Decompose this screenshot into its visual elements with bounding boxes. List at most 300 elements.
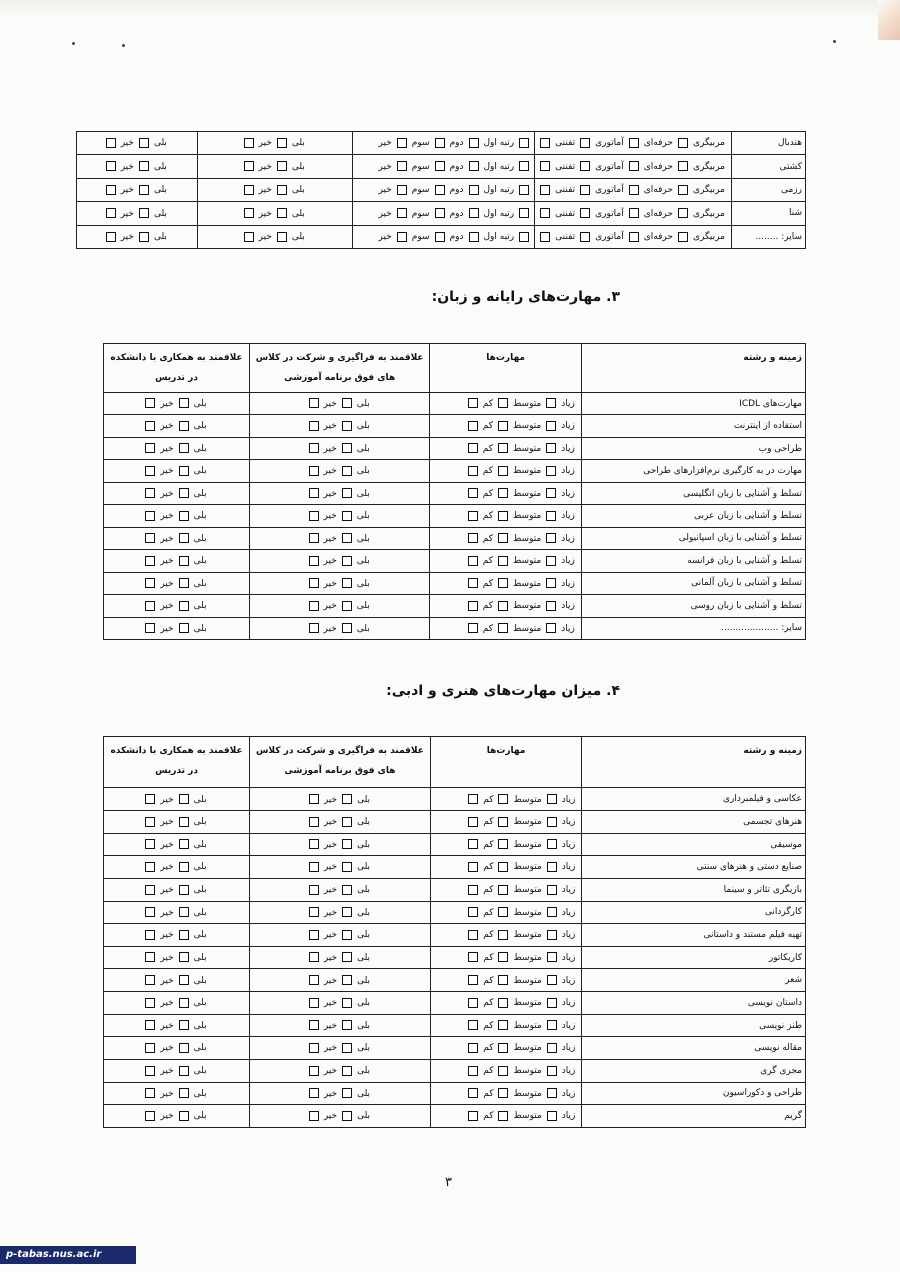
checkbox-icon[interactable]	[468, 1020, 478, 1030]
checkbox-icon[interactable]	[342, 839, 352, 849]
skill-name: استفاده از اینترنت	[581, 415, 805, 437]
checkbox-icon[interactable]	[342, 623, 352, 633]
option-label: رتبه اول	[483, 138, 515, 149]
checkbox-icon[interactable]	[468, 998, 478, 1008]
checkbox-icon[interactable]	[309, 839, 319, 849]
checkbox-icon[interactable]	[179, 443, 189, 453]
checkbox-icon[interactable]	[309, 930, 319, 940]
checkbox-icon[interactable]	[469, 138, 479, 148]
option-label: بلی	[356, 533, 370, 544]
checkbox-icon[interactable]	[498, 794, 508, 804]
checkbox-icon[interactable]	[469, 161, 479, 171]
option-label: بلی	[357, 998, 371, 1009]
teach-interest-cell	[104, 856, 250, 879]
checkbox-icon[interactable]	[309, 421, 319, 431]
checkbox-icon[interactable]	[309, 862, 319, 872]
checkbox-icon[interactable]	[342, 443, 352, 453]
checkbox-icon[interactable]	[145, 930, 155, 940]
checkbox-icon[interactable]	[468, 839, 478, 849]
option-label: زیاد	[561, 488, 575, 499]
option-label: مربیگری	[692, 208, 725, 219]
checkbox-icon[interactable]	[342, 1111, 352, 1121]
checkbox-icon[interactable]	[179, 1066, 189, 1076]
checkbox-icon[interactable]	[309, 1043, 319, 1053]
checkbox-icon[interactable]	[145, 443, 155, 453]
checkbox-icon[interactable]	[309, 885, 319, 895]
learn-interest-cell	[250, 901, 431, 924]
checkbox-icon[interactable]	[342, 930, 352, 940]
checkbox-icon[interactable]	[179, 511, 189, 521]
checkbox-icon[interactable]	[469, 232, 479, 242]
option-label: بلی	[153, 185, 167, 196]
option-label: خیر	[160, 623, 174, 634]
option-label: تفننی	[555, 185, 576, 196]
checkbox-icon[interactable]	[498, 533, 508, 543]
checkbox-icon[interactable]	[145, 533, 155, 543]
checkbox-icon[interactable]	[145, 488, 155, 498]
checkbox-icon[interactable]	[106, 185, 116, 195]
checkbox-icon[interactable]	[468, 952, 478, 962]
checkbox-icon[interactable]	[179, 1020, 189, 1030]
checkbox-icon[interactable]	[547, 998, 557, 1008]
checkbox-icon[interactable]	[546, 398, 556, 408]
checkbox-icon[interactable]	[546, 533, 556, 543]
checkbox-icon[interactable]	[678, 138, 688, 148]
checkbox-icon[interactable]	[139, 232, 149, 242]
level-cell	[535, 155, 732, 178]
option-label: خیر	[378, 161, 392, 172]
checkbox-icon[interactable]	[145, 998, 155, 1008]
checkbox-icon[interactable]	[342, 556, 352, 566]
checkbox-icon[interactable]	[106, 232, 116, 242]
checkbox-icon[interactable]	[468, 601, 478, 611]
checkbox-icon[interactable]	[547, 817, 557, 827]
checkbox-icon[interactable]	[145, 578, 155, 588]
checkbox-icon[interactable]	[468, 1066, 478, 1076]
checkbox-icon[interactable]	[468, 862, 478, 872]
checkbox-icon[interactable]	[580, 185, 590, 195]
checkbox-icon[interactable]	[145, 1066, 155, 1076]
checkbox-icon[interactable]	[179, 578, 189, 588]
option-label: کم	[483, 885, 494, 895]
checkbox-icon[interactable]	[498, 556, 508, 566]
checkbox-icon[interactable]	[498, 466, 508, 476]
option-label: زیاد	[561, 533, 575, 544]
checkbox-icon[interactable]	[145, 1088, 155, 1098]
checkbox-icon[interactable]	[498, 398, 508, 408]
checkbox-icon[interactable]	[309, 533, 319, 543]
checkbox-icon[interactable]	[309, 1111, 319, 1121]
checkbox-icon[interactable]	[179, 1088, 189, 1098]
option-label: خیر	[323, 998, 338, 1009]
checkbox-icon[interactable]	[468, 533, 478, 543]
checkbox-icon[interactable]	[519, 138, 529, 148]
checkbox-icon[interactable]	[145, 556, 155, 566]
checkbox-icon[interactable]	[498, 952, 508, 962]
checkbox-icon[interactable]	[547, 907, 557, 917]
checkbox-icon[interactable]	[498, 1043, 508, 1053]
checkbox-icon[interactable]	[342, 1066, 352, 1076]
checkbox-icon[interactable]	[469, 185, 479, 195]
checkbox-icon[interactable]	[540, 232, 550, 242]
teach-interest-cell	[104, 992, 250, 1015]
checkbox-icon[interactable]	[540, 208, 550, 218]
checkbox-icon[interactable]	[179, 533, 189, 543]
checkbox-icon[interactable]	[309, 952, 319, 962]
checkbox-icon[interactable]	[498, 601, 508, 611]
checkbox-icon[interactable]	[139, 208, 149, 218]
checkbox-icon[interactable]	[145, 623, 155, 633]
checkbox-icon[interactable]	[179, 862, 189, 872]
checkbox-icon[interactable]	[435, 161, 445, 171]
checkbox-icon[interactable]	[397, 208, 407, 218]
checkbox-icon[interactable]	[547, 862, 557, 872]
option-label: زیاد	[561, 1043, 576, 1054]
checkbox-icon[interactable]	[547, 1088, 557, 1098]
skill-name: کاریکاتور	[582, 946, 806, 969]
checkbox-icon[interactable]	[468, 421, 478, 431]
checkbox-icon[interactable]	[498, 907, 508, 917]
checkbox-icon[interactable]	[309, 443, 319, 453]
checkbox-icon[interactable]	[342, 952, 352, 962]
checkbox-icon[interactable]	[145, 1020, 155, 1030]
checkbox-icon[interactable]	[540, 185, 550, 195]
checkbox-icon[interactable]	[139, 138, 149, 148]
checkbox-icon[interactable]	[342, 601, 352, 611]
option-label: خیر	[323, 1066, 338, 1076]
option-label: بلی	[193, 794, 207, 805]
checkbox-icon[interactable]	[342, 466, 352, 476]
interest-cell	[197, 202, 352, 225]
checkbox-icon[interactable]	[277, 208, 287, 218]
checkbox-icon[interactable]	[498, 421, 508, 431]
skill-name: تسلط و آشنایی با زبان فرانسه	[581, 550, 805, 572]
option-label: مربیگری	[692, 161, 725, 172]
checkbox-icon[interactable]	[145, 511, 155, 521]
option-label: خیر	[160, 862, 174, 873]
checkbox-icon[interactable]	[277, 161, 287, 171]
checkbox-icon[interactable]	[309, 1088, 319, 1098]
checkbox-icon[interactable]	[519, 208, 529, 218]
checkbox-icon[interactable]	[546, 511, 556, 521]
interest-cell	[197, 132, 352, 155]
checkbox-icon[interactable]	[547, 975, 557, 985]
skill-row	[104, 811, 806, 834]
checkbox-icon[interactable]	[106, 161, 116, 171]
checkbox-icon[interactable]	[498, 817, 508, 827]
checkbox-icon[interactable]	[309, 511, 319, 521]
checkbox-icon[interactable]	[179, 907, 189, 917]
skill-name: شعر	[582, 969, 806, 992]
sport-row	[77, 132, 806, 155]
checkbox-icon[interactable]	[179, 794, 189, 804]
checkbox-icon[interactable]	[468, 443, 478, 453]
checkbox-icon[interactable]	[106, 138, 116, 148]
checkbox-icon[interactable]	[277, 185, 287, 195]
checkbox-icon[interactable]	[468, 885, 478, 895]
checkbox-icon[interactable]	[468, 907, 478, 917]
checkbox-icon[interactable]	[309, 1066, 319, 1076]
checkbox-icon[interactable]	[145, 975, 155, 985]
checkbox-icon[interactable]	[179, 556, 189, 566]
option-label: تفننی	[555, 138, 576, 149]
option-label: خیر	[160, 907, 174, 918]
checkbox-icon[interactable]	[179, 817, 189, 827]
checkbox-icon[interactable]	[546, 443, 556, 453]
option-label: بلی	[193, 1043, 207, 1054]
checkbox-icon[interactable]	[498, 443, 508, 453]
checkbox-icon[interactable]	[244, 138, 254, 148]
checkbox-icon[interactable]	[244, 185, 254, 195]
checkbox-icon[interactable]	[547, 1111, 557, 1121]
checkbox-icon[interactable]	[546, 488, 556, 498]
option-label: بلی	[357, 952, 371, 963]
checkbox-icon[interactable]	[309, 488, 319, 498]
rank-cell	[352, 155, 534, 178]
option-label: خیر	[160, 1043, 174, 1054]
checkbox-icon[interactable]	[468, 930, 478, 940]
checkbox-icon[interactable]	[309, 601, 319, 611]
checkbox-icon[interactable]	[629, 138, 639, 148]
checkbox-icon[interactable]	[145, 466, 155, 476]
skill-row	[104, 1105, 806, 1128]
checkbox-icon[interactable]	[629, 185, 639, 195]
checkbox-icon[interactable]	[498, 998, 508, 1008]
checkbox-icon[interactable]	[342, 862, 352, 872]
checkbox-icon[interactable]	[546, 421, 556, 431]
checkbox-icon[interactable]	[547, 885, 557, 895]
learn-interest-cell	[249, 392, 429, 414]
checkbox-icon[interactable]	[342, 511, 352, 521]
checkbox-icon[interactable]	[498, 885, 508, 895]
checkbox-icon[interactable]	[179, 839, 189, 849]
option-label: زیاد	[561, 466, 575, 477]
checkbox-icon[interactable]	[342, 533, 352, 543]
checkbox-icon[interactable]	[309, 975, 319, 985]
checkbox-icon[interactable]	[468, 488, 478, 498]
checkbox-icon[interactable]	[547, 930, 557, 940]
checkbox-icon[interactable]	[145, 885, 155, 895]
checkbox-icon[interactable]	[342, 817, 352, 827]
checkbox-icon[interactable]	[179, 885, 189, 895]
checkbox-icon[interactable]	[498, 1088, 508, 1098]
checkbox-icon[interactable]	[397, 161, 407, 171]
checkbox-icon[interactable]	[469, 208, 479, 218]
option-label: کم	[482, 533, 493, 544]
checkbox-icon[interactable]	[468, 1043, 478, 1053]
checkbox-icon[interactable]	[397, 232, 407, 242]
checkbox-icon[interactable]	[498, 623, 508, 633]
learn-interest-cell	[249, 505, 429, 527]
checkbox-icon[interactable]	[547, 839, 557, 849]
checkbox-icon[interactable]	[309, 556, 319, 566]
checkbox-icon[interactable]	[678, 185, 688, 195]
checkbox-icon[interactable]	[342, 578, 352, 588]
checkbox-icon[interactable]	[309, 466, 319, 476]
checkbox-icon[interactable]	[145, 817, 155, 827]
option-label: متوسط	[512, 601, 542, 612]
checkbox-icon[interactable]	[397, 185, 407, 195]
checkbox-icon[interactable]	[277, 232, 287, 242]
checkbox-icon[interactable]	[342, 975, 352, 985]
checkbox-icon[interactable]	[145, 421, 155, 431]
checkbox-icon[interactable]	[277, 138, 287, 148]
checkbox-icon[interactable]	[179, 421, 189, 431]
checkbox-icon[interactable]	[629, 232, 639, 242]
checkbox-icon[interactable]	[580, 232, 590, 242]
checkbox-icon[interactable]	[468, 817, 478, 827]
checkbox-icon[interactable]	[468, 511, 478, 521]
checkbox-icon[interactable]	[498, 862, 508, 872]
checkbox-icon[interactable]	[547, 1043, 557, 1053]
checkbox-icon[interactable]	[498, 578, 508, 588]
checkbox-icon[interactable]	[580, 208, 590, 218]
checkbox-icon[interactable]	[145, 907, 155, 917]
checkbox-icon[interactable]	[546, 578, 556, 588]
checkbox-icon[interactable]	[629, 208, 639, 218]
checkbox-icon[interactable]	[244, 208, 254, 218]
checkbox-icon[interactable]	[139, 185, 149, 195]
checkbox-icon[interactable]	[179, 488, 189, 498]
checkbox-icon[interactable]	[342, 1020, 352, 1030]
option-label: بلی	[193, 601, 207, 612]
option-label: زیاد	[561, 601, 575, 612]
checkbox-icon[interactable]	[519, 185, 529, 195]
checkbox-icon[interactable]	[309, 578, 319, 588]
checkbox-icon[interactable]	[580, 161, 590, 171]
checkbox-icon[interactable]	[145, 1111, 155, 1121]
checkbox-icon[interactable]	[145, 398, 155, 408]
checkbox-icon[interactable]	[468, 975, 478, 985]
checkbox-icon[interactable]	[309, 1020, 319, 1030]
checkbox-icon[interactable]	[106, 208, 116, 218]
checkbox-icon[interactable]	[244, 232, 254, 242]
checkbox-icon[interactable]	[179, 1111, 189, 1121]
checkbox-icon[interactable]	[498, 1066, 508, 1076]
checkbox-icon[interactable]	[580, 138, 590, 148]
checkbox-icon[interactable]	[519, 161, 529, 171]
option-label: متوسط	[512, 488, 542, 499]
option-label: زیاد	[561, 794, 576, 805]
checkbox-icon[interactable]	[179, 930, 189, 940]
checkbox-icon[interactable]	[468, 1088, 478, 1098]
checkbox-icon[interactable]	[145, 601, 155, 611]
checkbox-icon[interactable]	[309, 398, 319, 408]
checkbox-icon[interactable]	[547, 1020, 557, 1030]
option-label: حرفه‌ای	[643, 185, 673, 196]
checkbox-icon[interactable]	[435, 232, 445, 242]
option-label: خیر	[258, 185, 272, 196]
skill-row	[104, 856, 806, 879]
checkbox-icon[interactable]	[468, 623, 478, 633]
checkbox-icon[interactable]	[179, 601, 189, 611]
checkbox-icon[interactable]	[468, 794, 478, 804]
checkbox-icon[interactable]	[397, 138, 407, 148]
checkbox-icon[interactable]	[498, 1020, 508, 1030]
option-label: بلی	[193, 398, 207, 409]
checkbox-icon[interactable]	[179, 1043, 189, 1053]
option-label: زیاد	[561, 556, 575, 567]
checkbox-icon[interactable]	[468, 556, 478, 566]
checkbox-icon[interactable]	[519, 232, 529, 242]
learn-interest-cell	[250, 788, 431, 811]
checkbox-icon[interactable]	[468, 398, 478, 408]
checkbox-icon[interactable]	[435, 208, 445, 218]
checkbox-icon[interactable]	[435, 138, 445, 148]
checkbox-icon[interactable]	[145, 862, 155, 872]
checkbox-icon[interactable]	[678, 208, 688, 218]
checkbox-icon[interactable]	[179, 998, 189, 1008]
checkbox-icon[interactable]	[342, 907, 352, 917]
checkbox-icon[interactable]	[145, 1043, 155, 1053]
checkbox-icon[interactable]	[342, 794, 352, 804]
checkbox-icon[interactable]	[179, 623, 189, 633]
option-label: متوسط	[513, 1066, 542, 1076]
option-label: متوسط	[513, 794, 542, 805]
checkbox-icon[interactable]	[145, 952, 155, 962]
option-label: بلی	[193, 998, 207, 1009]
checkbox-icon[interactable]	[546, 556, 556, 566]
checkbox-icon[interactable]	[540, 138, 550, 148]
checkbox-icon[interactable]	[244, 161, 254, 171]
checkbox-icon[interactable]	[309, 817, 319, 827]
checkbox-icon[interactable]	[498, 1111, 508, 1121]
learn-interest-cell	[250, 878, 431, 901]
checkbox-icon[interactable]	[309, 998, 319, 1008]
checkbox-icon[interactable]	[342, 488, 352, 498]
option-label: بلی	[193, 556, 207, 567]
checkbox-icon[interactable]	[342, 398, 352, 408]
checkbox-icon[interactable]	[179, 398, 189, 408]
checkbox-icon[interactable]	[342, 885, 352, 895]
checkbox-icon[interactable]	[546, 623, 556, 633]
checkbox-icon[interactable]	[629, 161, 639, 171]
checkbox-icon[interactable]	[678, 161, 688, 171]
checkbox-icon[interactable]	[468, 578, 478, 588]
checkbox-icon[interactable]	[309, 907, 319, 917]
sport-name: کشتی	[731, 155, 805, 178]
checkbox-icon[interactable]	[547, 1066, 557, 1076]
checkbox-icon[interactable]	[468, 466, 478, 476]
checkbox-icon[interactable]	[179, 466, 189, 476]
checkbox-icon[interactable]	[145, 794, 155, 804]
checkbox-icon[interactable]	[546, 466, 556, 476]
checkbox-icon[interactable]	[540, 161, 550, 171]
checkbox-icon[interactable]	[179, 975, 189, 985]
checkbox-icon[interactable]	[498, 488, 508, 498]
skill-row	[104, 392, 806, 414]
checkbox-icon[interactable]	[498, 975, 508, 985]
checkbox-icon[interactable]	[139, 161, 149, 171]
checkbox-icon[interactable]	[678, 232, 688, 242]
checkbox-icon[interactable]	[145, 839, 155, 849]
checkbox-icon[interactable]	[498, 930, 508, 940]
checkbox-icon[interactable]	[342, 1088, 352, 1098]
checkbox-icon[interactable]	[547, 794, 557, 804]
checkbox-icon[interactable]	[498, 839, 508, 849]
checkbox-icon[interactable]	[309, 794, 319, 804]
checkbox-icon[interactable]	[435, 185, 445, 195]
checkbox-icon[interactable]	[546, 601, 556, 611]
checkbox-icon[interactable]	[342, 998, 352, 1008]
checkbox-icon[interactable]	[342, 1043, 352, 1053]
checkbox-icon[interactable]	[342, 421, 352, 431]
checkbox-icon[interactable]	[468, 1111, 478, 1121]
checkbox-icon[interactable]	[498, 511, 508, 521]
checkbox-icon[interactable]	[179, 952, 189, 962]
checkbox-icon[interactable]	[309, 623, 319, 633]
checkbox-icon[interactable]	[547, 952, 557, 962]
